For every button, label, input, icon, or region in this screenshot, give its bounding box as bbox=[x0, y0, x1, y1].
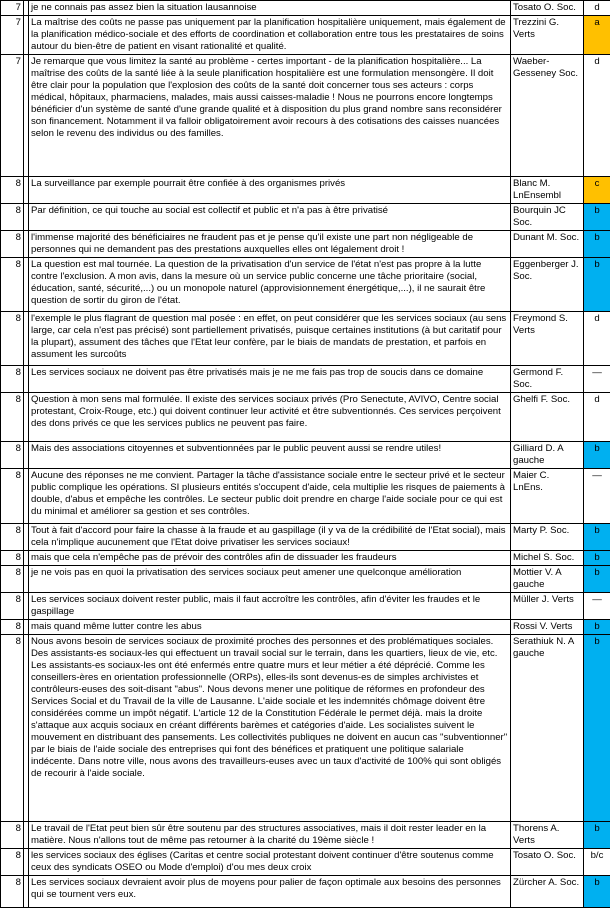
answer-code: b bbox=[584, 566, 610, 593]
table-row bbox=[1, 876, 610, 908]
author-name: Freymond S. Verts bbox=[511, 312, 584, 366]
comment-text: Les services sociaux devraient avoir plus de moyens pour palier de façon optimale aux besoins des personnes qui se tournent vers eux. bbox=[29, 876, 511, 908]
comment-text: Je remarque que vous limitez la santé au problème - certes important - de la planification hospitalière... La maîtrise des coûts de la santé liée à la seule planification hospitalière est une formulation mensongère. Il doit être clair pour la population que l'explosion des coûts de la santé doit concerner tous ses acteurs : corps médical, hôpitaux, pharmaciens, malades, mais aussi caisses-maladie ! Nous ne pourrons encore longtemps bénéficier d'un système de santé d'une grande qualité et à disposition du plus grand nombre sans reconsidérer son financement. Notamment il va falloir obligatoirement avoir recours à des cotisations des caisses nuancées selon le revenu des individus ou des familles. bbox=[29, 55, 511, 177]
answer-code: — bbox=[584, 593, 610, 620]
answer-code: d bbox=[584, 312, 610, 366]
table-row bbox=[1, 258, 610, 312]
table-row bbox=[1, 393, 610, 442]
question-number: 7 bbox=[1, 16, 24, 55]
table-row bbox=[1, 442, 610, 469]
table-row bbox=[1, 524, 610, 551]
author-name: Trezzini G. Verts bbox=[511, 16, 584, 55]
comment-text: Les services sociaux doivent rester public, mais il faut accroître les contrôles, afin d'éviter les fraudes et le gaspillage bbox=[29, 593, 511, 620]
table-row bbox=[1, 566, 610, 593]
table-row bbox=[1, 1, 610, 16]
table-row bbox=[1, 177, 610, 204]
table-row bbox=[1, 822, 610, 849]
question-number: 8 bbox=[1, 231, 24, 258]
author-name: Mottier V. A gauche bbox=[511, 566, 584, 593]
answer-code: a bbox=[584, 16, 610, 55]
comment-text: La question est mal tournée. La question de la privatisation d'un service de l'état n'est pas propre à la lutte contre l'exclusion. A mon avis, dans la mesure où un service public concerne une tâche prioritaire (social, éducation, santé, sécurité,...) ou un monopole naturel (approvisionnement énergétique,...), il ne saurait être question de sortir du giron de l'état. bbox=[29, 258, 511, 312]
answer-code: b bbox=[584, 258, 610, 312]
comment-text: Question à mon sens mal formulée. Il existe des services sociaux privés (Pro Senectute, AVIVO, Centre social protestant, Croix-Rouge, etc.) qui doivent continuer leur activité et être subventionnés. Ces services perçoivent des dons privés ce que les services publics ne peuvent pas faire. bbox=[29, 393, 511, 442]
comment-text: Par définition, ce qui touche au social est collectif et public et n'a pas à être privatisé bbox=[29, 204, 511, 231]
question-number: 8 bbox=[1, 635, 24, 822]
author-name: Eggenberger J. Soc. bbox=[511, 258, 584, 312]
answer-code: b bbox=[584, 442, 610, 469]
author-name: Gilliard D. A gauche bbox=[511, 442, 584, 469]
answer-code: b bbox=[584, 876, 610, 908]
question-number: 8 bbox=[1, 551, 24, 566]
answer-code: c bbox=[584, 177, 610, 204]
table-row bbox=[1, 55, 610, 177]
answer-code: b bbox=[584, 204, 610, 231]
question-number: 8 bbox=[1, 204, 24, 231]
comment-text: les services sociaux des églises (Caritas et centre social protestant doivent continuer d'être soutenus comme ceux des syndicats OSEO ou Mode d'emploi) d'ou mes deux croix bbox=[29, 849, 511, 876]
answer-code: b bbox=[584, 524, 610, 551]
answer-code: b bbox=[584, 620, 610, 635]
author-name: Blanc M. LnEnsembl bbox=[511, 177, 584, 204]
question-number: 8 bbox=[1, 366, 24, 393]
comment-text: mais quand même lutter contre les abus bbox=[29, 620, 511, 635]
answer-code: d bbox=[584, 55, 610, 177]
author-name: Thorens A. Verts bbox=[511, 822, 584, 849]
question-number: 8 bbox=[1, 593, 24, 620]
question-number: 8 bbox=[1, 876, 24, 908]
comment-text: Mais des associations citoyennes et subventionnées par le public peuvent aussi se rendre utiles! bbox=[29, 442, 511, 469]
author-name: Tosato O. Soc. bbox=[511, 849, 584, 876]
comment-text: Le travail de l'Etat peut bien sûr être soutenu par des structures associatives, mais il doit rester leader en la matière. Nous n'allons tout de même pas retourner à la charité du 19ème siècle ! bbox=[29, 822, 511, 849]
question-number: 8 bbox=[1, 177, 24, 204]
answer-code: b/c bbox=[584, 849, 610, 876]
table-row bbox=[1, 635, 610, 822]
table-row bbox=[1, 366, 610, 393]
question-number: 8 bbox=[1, 393, 24, 442]
question-number: 8 bbox=[1, 469, 24, 524]
question-number: 7 bbox=[1, 1, 24, 16]
author-name: Rossi V. Verts bbox=[511, 620, 584, 635]
author-name: Tosato O. Soc. bbox=[511, 1, 584, 16]
question-number: 8 bbox=[1, 312, 24, 366]
comment-text: Aucune des réponses ne me convient. Partager la tâche d'assistance sociale entre le secteur privé et le secteur public complique les opérations. SI plusieurs entités s'occupent d'aide, cela multiplie les risques de paiements à double, d'abus et empêche les contrôles. Le secteur public doit prendre en charge l'aide sociale pour ce qui est du minimal et améliorer sa gestion et ses contrôles. bbox=[29, 469, 511, 524]
author-name: Zürcher A. Soc. bbox=[511, 876, 584, 908]
question-number: 7 bbox=[1, 55, 24, 177]
comment-text: Nous avons besoin de services sociaux de proximité proches des personnes et des problématiques sociales. Des assistants-es sociaux-les qui effectuent un travail social sur le terrain, dans les quartiers, lieux de vie, etc. Les assistants-es sociaux-les ont été enfermés entre quatre murs et leur métier a été déprécié. Comme les conseillers-ères en orientation professionnelle (ORPs), elles-ils sont devenus-es de simples archivistes et contrôleurs-euses des soit-disant "abus". Nous devons mener une politique de réformes en profondeur des Services Social et du Travail de la ville de Lausanne. L'aide sociale et les indemnités chômage doivent être considérées comme un impôt négatif. L'article 12 de la Constitution Fédérale le permet déjà. mais la droite s'attaque aux acquis sociaux en créant différents barèmes et catégories d'aide. Les socialistes suivent le mouvement en distribuant des pansements. Les collectivités publiques ne doivent en aucun cas "subventionner" par le biais de l'aide sociale des entreprises qui font des bénéfices et pratiquent une politique salariale indécente. Dans notre ville, nous avons des travailleurs-euses avec un taux d'activité de 100% qui sont obligés de recourir à l'aide sociale. bbox=[29, 635, 511, 822]
author-name: Müller J. Verts bbox=[511, 593, 584, 620]
answer-code: d bbox=[584, 1, 610, 16]
answer-code: b bbox=[584, 551, 610, 566]
table-row bbox=[1, 312, 610, 366]
comment-text: Tout à fait d'accord pour faire la chasse à la fraude et au gaspillage (il y va de la crédibilité de l'Etat social), mais cela n'implique aucunement que l'Etat doive privatiser les services sociaux! bbox=[29, 524, 511, 551]
question-number: 8 bbox=[1, 566, 24, 593]
table-row bbox=[1, 620, 610, 635]
table-row bbox=[1, 593, 610, 620]
answer-code: b bbox=[584, 635, 610, 822]
author-name: Michel S. Soc. bbox=[511, 551, 584, 566]
question-number: 8 bbox=[1, 822, 24, 849]
comment-text: je ne vois pas en quoi la privatisation des services sociaux peut amener une quelconque amélioration bbox=[29, 566, 511, 593]
question-number: 8 bbox=[1, 524, 24, 551]
answer-code: b bbox=[584, 231, 610, 258]
comment-text: l'immense majorité des bénéficiaires ne fraudent pas et je pense qu'il existe une part non négligeable de personnes qui ne demandent pas des prestations auxquelles elles ont légalement droit ! bbox=[29, 231, 511, 258]
author-name: Marty P. Soc. bbox=[511, 524, 584, 551]
author-name: Waeber-Gesseney Soc. bbox=[511, 55, 584, 177]
comment-text: mais que cela n'empêche pas de prévoir des contrôles afin de dissuader les fraudeurs bbox=[29, 551, 511, 566]
comment-text: je ne connais pas assez bien la situation lausannoise bbox=[29, 1, 511, 16]
answer-code: b bbox=[584, 822, 610, 849]
table-row bbox=[1, 16, 610, 55]
answer-code: d bbox=[584, 393, 610, 442]
author-name: Maier C. LnEns. bbox=[511, 469, 584, 524]
table-row bbox=[1, 849, 610, 876]
comment-text: La maîtrise des coûts ne passe pas uniquement par la planification hospitalière uniquement, mais également de la planification médico-sociale et des efforts de coordination et collaboration entre tous les prestataires de soins autour du bien-être de patient en visant rationalité et qualité. bbox=[29, 16, 511, 55]
author-name: Germond F. Soc. bbox=[511, 366, 584, 393]
question-number: 8 bbox=[1, 849, 24, 876]
question-number: 8 bbox=[1, 620, 24, 635]
author-name: Serathiuk N. A gauche bbox=[511, 635, 584, 822]
question-number: 8 bbox=[1, 258, 24, 312]
answer-code: — bbox=[584, 366, 610, 393]
table-row bbox=[1, 469, 610, 524]
question-number: 8 bbox=[1, 442, 24, 469]
table-row bbox=[1, 204, 610, 231]
comment-text: l'exemple le plus flagrant de question mal posée : en effet, on peut considérer que les services sociaux (au sens large, car cela n'est pas précisé) sont partiellement privatisés, puisque certaines institutions (à but caritatif pour la plupart), assument des tâches que l'Etat leur confère, par le biais de mandats de prestation, et parfois en assument les surcoûts bbox=[29, 312, 511, 366]
comment-text: La surveillance par exemple pourrait être confiée à des organismes privés bbox=[29, 177, 511, 204]
author-name: Ghelfi F. Soc. bbox=[511, 393, 584, 442]
author-name: Bourquin JC Soc. bbox=[511, 204, 584, 231]
author-name: Dunant M. Soc. bbox=[511, 231, 584, 258]
table-row bbox=[1, 231, 610, 258]
table-row bbox=[1, 551, 610, 566]
answer-code: — bbox=[584, 469, 610, 524]
comment-text: Les services sociaux ne doivent pas être privatisés mais je ne me fais pas trop de soucis dans ce domaine bbox=[29, 366, 511, 393]
